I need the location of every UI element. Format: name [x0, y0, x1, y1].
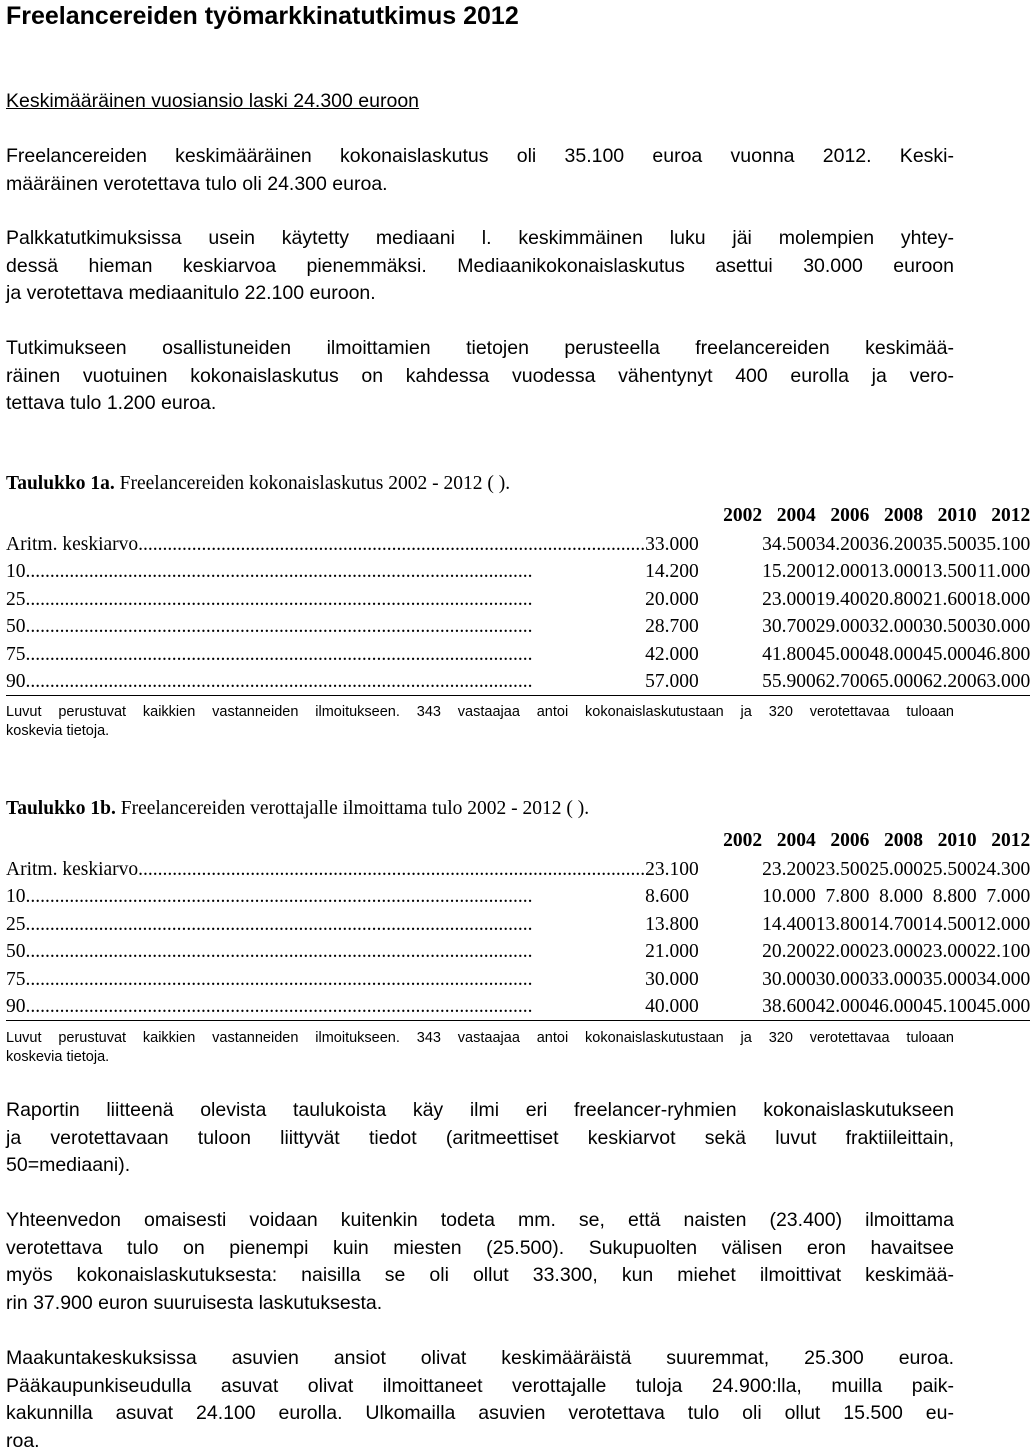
value-cell: 28.700: [645, 613, 762, 640]
value-cell: 45.000: [816, 641, 870, 668]
value-cell: 21.600: [923, 586, 977, 613]
value-cell: 10.000: [762, 883, 816, 910]
column-header-year: 2002: [645, 826, 762, 856]
value-cell: 30.000: [977, 613, 1030, 640]
column-header-year: 2010: [923, 501, 977, 531]
text-line: Palkkatutkimuksissa usein käytetty mediaani l. keskimmäinen luku jäi molempien yhtey-: [6, 225, 954, 253]
table-row: [6, 938, 1030, 965]
value-cell: 35.500: [923, 531, 977, 558]
table-row: [6, 558, 1030, 585]
text-line: roa.: [6, 1428, 954, 1455]
text-line: 50=mediaani).: [6, 1152, 954, 1180]
table-row: [6, 668, 1030, 696]
column-header-year: 2004: [762, 826, 816, 856]
table-1b: [6, 826, 1030, 1021]
value-cell: 23.000: [869, 938, 923, 965]
table-caption-label: Taulukko 1a.: [6, 473, 115, 494]
row-label-cell: [6, 966, 645, 993]
text-line: Freelancereiden keskimääräinen kokonaislaskutus oli 35.100 euroa vuonna 2012. Keski-: [6, 143, 954, 171]
table-row: [6, 586, 1030, 613]
value-cell: 55.900: [762, 668, 816, 696]
row-label-cell: [6, 993, 645, 1021]
text-line: dessä hieman keskiarvoa pienemmäksi. Mediaanikokonaislaskutus asettui 30.000 euroon: [6, 253, 954, 281]
value-cell: 33.000: [645, 531, 762, 558]
value-cell: 23.000: [762, 586, 816, 613]
value-cell: 57.000: [645, 668, 762, 696]
value-cell: 46.800: [977, 641, 1030, 668]
value-cell: 46.000: [869, 993, 923, 1021]
value-cell: 24.300: [977, 856, 1030, 883]
value-cell: 30.000: [645, 966, 762, 993]
table-1a: [6, 501, 1030, 696]
value-cell: 7.000: [977, 883, 1030, 910]
value-cell: 34.200: [816, 531, 870, 558]
row-label-cell: [6, 558, 645, 585]
value-cell: 13.800: [816, 911, 870, 938]
value-cell: 11.000: [977, 558, 1030, 585]
value-cell: 48.000: [869, 641, 923, 668]
paragraph-1: [6, 143, 954, 198]
table-row: [6, 531, 1030, 558]
row-label-cell: [6, 668, 645, 696]
column-header-year: 2002: [645, 501, 762, 531]
row-label: 10: [6, 558, 26, 585]
table-row: [6, 856, 1030, 883]
table-row: [6, 911, 1030, 938]
row-label-cell: [6, 586, 645, 613]
value-cell: 8.800: [923, 883, 977, 910]
row-label-cell: [6, 883, 645, 910]
text-line: Tutkimukseen osallistuneiden ilmoittamien tietojen perusteella freelancereiden keskimää-: [6, 335, 954, 363]
text-line: verotettava tulo on pienempi kuin miesten (25.500). Sukupuolten välisen eron havaitsee: [6, 1235, 954, 1263]
value-cell: 23.200: [762, 856, 816, 883]
paragraph-5: [6, 1207, 954, 1317]
paragraph-4: [6, 1097, 954, 1180]
row-label: 75: [6, 641, 26, 668]
column-header-year: 2012: [977, 501, 1030, 531]
leader-dots: [26, 586, 646, 613]
table-1b-note: [6, 1029, 954, 1067]
table-row: [6, 883, 1030, 910]
value-cell: 33.000: [869, 966, 923, 993]
value-cell: 13.500: [923, 558, 977, 585]
value-cell: 23.500: [816, 856, 870, 883]
value-cell: 42.000: [816, 993, 870, 1021]
value-cell: 38.600: [762, 993, 816, 1021]
value-cell: 30.000: [762, 966, 816, 993]
text-line: koskevia tietoja.: [6, 1048, 954, 1067]
value-cell: 62.200: [923, 668, 977, 696]
value-cell: 35.000: [923, 966, 977, 993]
page-subtitle: Keskimääräinen vuosiansio laski 24.300 euroon: [6, 90, 419, 113]
table-caption-text: Freelancereiden kokonaislaskutus 2002 - 2012 ( ).: [115, 473, 510, 494]
text-line: Pääkaupunkiseudulla asuvat olivat ilmoittaneet verottajalle tuloja 24.900:lla, muilla paik-: [6, 1373, 954, 1401]
leader-dots: [26, 911, 646, 938]
text-line: Maakuntakeskuksissa asuvien ansiot olivat keskimääräistä suuremmat, 25.300 euroa.: [6, 1345, 954, 1373]
value-cell: 45.000: [977, 993, 1030, 1021]
text-line: ja verotettavaan tuloon liittyvät tiedot (aritmeettiset keskiarvot sekä luvut fraktiileittain,: [6, 1125, 954, 1153]
value-cell: 20.200: [762, 938, 816, 965]
value-cell: 41.800: [762, 641, 816, 668]
leader-dots: [26, 558, 646, 585]
value-cell: 63.000: [977, 668, 1030, 696]
value-cell: 21.000: [645, 938, 762, 965]
value-cell: 35.100: [977, 531, 1030, 558]
table-row: [6, 993, 1030, 1021]
table-row: [6, 966, 1030, 993]
value-cell: 14.500: [923, 911, 977, 938]
value-cell: 13.800: [645, 911, 762, 938]
leader-dots: [138, 531, 645, 558]
value-cell: 32.000: [869, 613, 923, 640]
text-line: Luvut perustuvat kaikkien vastanneiden ilmoitukseen. 343 vastaajaa antoi kokonaislaskutustaan ja 320 verotettavaa tuloaan: [6, 1029, 954, 1048]
row-label-cell: [6, 938, 645, 965]
table-caption-text: Freelancereiden verottajalle ilmoittama tulo 2002 - 2012 ( ).: [116, 798, 589, 819]
value-cell: 7.800: [816, 883, 870, 910]
leader-dots: [138, 856, 645, 883]
value-cell: 20.000: [645, 586, 762, 613]
value-cell: 45.100: [923, 993, 977, 1021]
text-line: koskevia tietoja.: [6, 722, 954, 741]
text-line: rin 37.900 euron suuruisesta laskutuksesta.: [6, 1290, 954, 1318]
column-header-year: 2008: [869, 501, 923, 531]
column-header-year: 2006: [816, 501, 870, 531]
leader-dots: [26, 938, 646, 965]
row-label: 90: [6, 993, 26, 1020]
header-spacer: [6, 501, 645, 531]
table-1b-caption: [6, 798, 589, 820]
value-cell: 23.100: [645, 856, 762, 883]
value-cell: 42.000: [645, 641, 762, 668]
leader-dots: [26, 641, 646, 668]
value-cell: 23.000: [923, 938, 977, 965]
text-line: ja verotettava mediaanitulo 22.100 euroon.: [6, 280, 954, 308]
value-cell: 30.000: [816, 966, 870, 993]
row-label: 75: [6, 966, 26, 993]
text-line: räinen vuotuinen kokonaislaskutus on kahdessa vuodessa vähentynyt 400 eurolla ja vero-: [6, 363, 954, 391]
row-label: 25: [6, 911, 26, 938]
table-row: [6, 641, 1030, 668]
value-cell: 45.000: [923, 641, 977, 668]
value-cell: 62.700: [816, 668, 870, 696]
row-label: 50: [6, 613, 26, 640]
row-label-cell: [6, 613, 645, 640]
value-cell: 15.200: [762, 558, 816, 585]
leader-dots: [26, 668, 646, 695]
table-header-row: [6, 826, 1030, 856]
row-label: 10: [6, 883, 26, 910]
value-cell: 20.800: [869, 586, 923, 613]
leader-dots: [26, 993, 646, 1020]
table-1a-caption: [6, 473, 510, 495]
value-cell: 8.000: [869, 883, 923, 910]
paragraph-3: [6, 335, 954, 418]
value-cell: 13.000: [869, 558, 923, 585]
text-line: Yhteenvedon omaisesti voidaan kuitenkin todeta mm. se, että naisten (23.400) ilmoittama: [6, 1207, 954, 1235]
text-line: tettava tulo 1.200 euroa.: [6, 390, 954, 418]
value-cell: 14.200: [645, 558, 762, 585]
leader-dots: [26, 966, 646, 993]
value-cell: 29.000: [816, 613, 870, 640]
value-cell: 36.200: [869, 531, 923, 558]
paragraph-6: [6, 1345, 954, 1455]
value-cell: 19.400: [816, 586, 870, 613]
value-cell: 34.500: [762, 531, 816, 558]
value-cell: 30.500: [923, 613, 977, 640]
row-label-cell: [6, 641, 645, 668]
header-spacer: [6, 826, 645, 856]
value-cell: 8.600: [645, 883, 762, 910]
column-header-year: 2006: [816, 826, 870, 856]
row-label-cell: [6, 531, 645, 558]
value-cell: 34.000: [977, 966, 1030, 993]
column-header-year: 2004: [762, 501, 816, 531]
row-label: Aritm. keskiarvo: [6, 531, 138, 558]
text-line: myös kokonaislaskutuksesta: naisilla se oli ollut 33.300, kun miehet ilmoittivat keskimää-: [6, 1262, 954, 1290]
text-line: kakunnilla asuvat 24.100 eurolla. Ulkomailla asuvien verotettava tulo oli ollut 15.500 eu-: [6, 1400, 954, 1428]
value-cell: 22.000: [816, 938, 870, 965]
leader-dots: [26, 613, 646, 640]
value-cell: 14.400: [762, 911, 816, 938]
row-label: Aritm. keskiarvo: [6, 856, 138, 883]
value-cell: 25.000: [869, 856, 923, 883]
value-cell: 65.000: [869, 668, 923, 696]
row-label-cell: [6, 911, 645, 938]
column-header-year: 2010: [923, 826, 977, 856]
paragraph-2: [6, 225, 954, 308]
value-cell: 14.700: [869, 911, 923, 938]
leader-dots: [26, 883, 646, 910]
value-cell: 25.500: [923, 856, 977, 883]
row-label-cell: [6, 856, 645, 883]
row-label: 25: [6, 586, 26, 613]
column-header-year: 2012: [977, 826, 1030, 856]
text-line: Raportin liitteenä olevista taulukoista käy ilmi eri freelancer-ryhmien kokonaislaskutukseen: [6, 1097, 954, 1125]
row-label: 50: [6, 938, 26, 965]
table-1a-note: [6, 703, 954, 741]
text-line: Luvut perustuvat kaikkien vastanneiden ilmoitukseen. 343 vastaajaa antoi kokonaislaskutustaan ja 320 verotettavaa tuloaan: [6, 703, 954, 722]
page-title: Freelancereiden työmarkkinatutkimus 2012: [6, 2, 519, 31]
column-header-year: 2008: [869, 826, 923, 856]
value-cell: 22.100: [977, 938, 1030, 965]
value-cell: 40.000: [645, 993, 762, 1021]
text-line: määräinen verotettava tulo oli 24.300 euroa.: [6, 171, 954, 199]
value-cell: 30.700: [762, 613, 816, 640]
table-caption-label: Taulukko 1b.: [6, 798, 116, 819]
value-cell: 12.000: [816, 558, 870, 585]
row-label: 90: [6, 668, 26, 695]
value-cell: 12.000: [977, 911, 1030, 938]
table-header-row: [6, 501, 1030, 531]
value-cell: 18.000: [977, 586, 1030, 613]
table-row: [6, 613, 1030, 640]
